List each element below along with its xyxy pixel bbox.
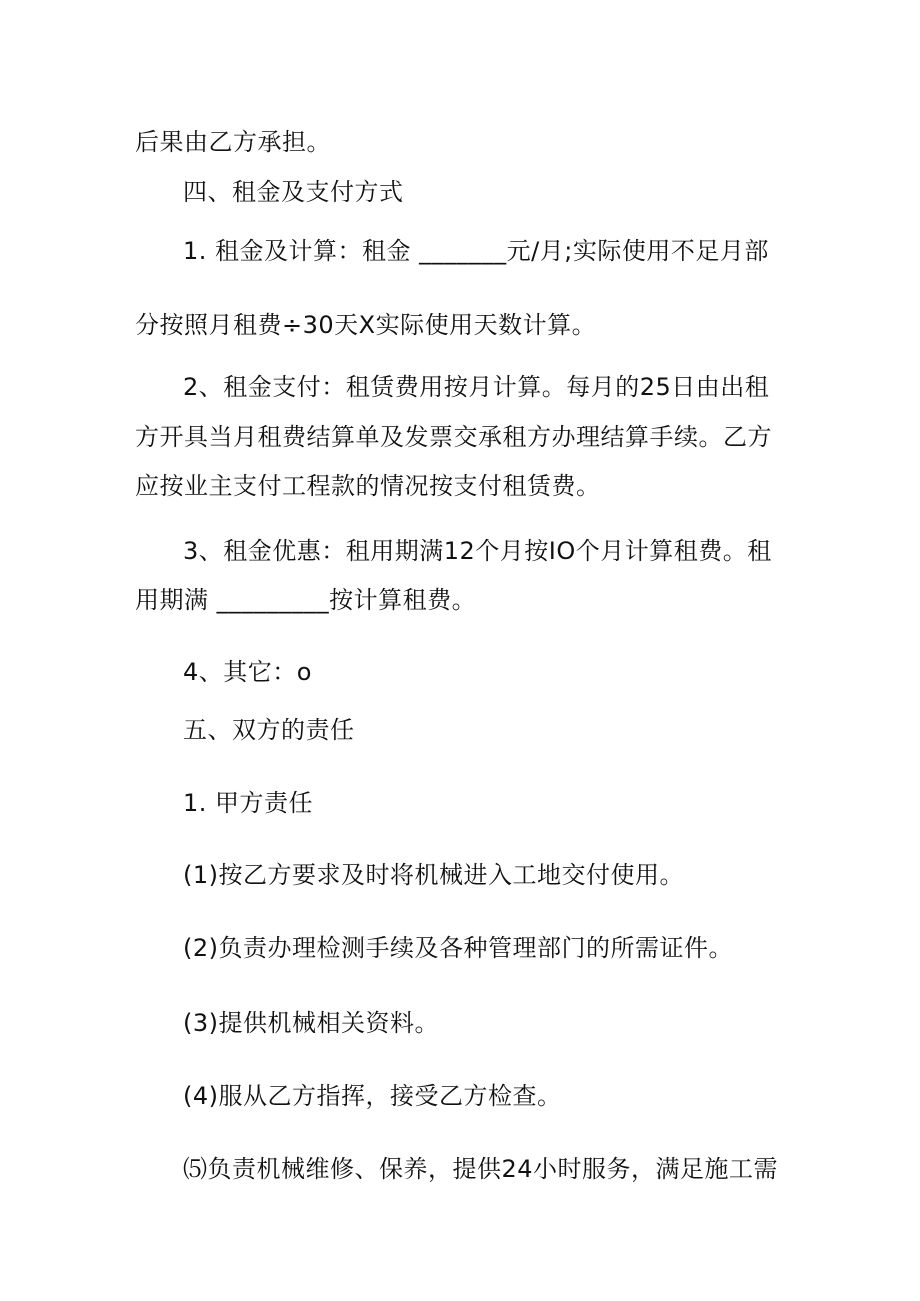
list-item: (2)负责办理检测手续及各种管理部门的所需证件。 <box>183 934 733 962</box>
list-item: (3)提供机械相关资料。 <box>183 1009 439 1037</box>
subsection-heading: 1. 甲方责任 <box>183 789 314 817</box>
text-line: 分按照月租费÷30天X实际使用天数计算。 <box>135 311 597 339</box>
text-line: 应按业主支付工程款的情况按支付租赁费。 <box>135 472 601 500</box>
text-line: 4、其它：o <box>183 658 312 686</box>
section-heading: 四、租金及支付方式 <box>183 178 404 206</box>
text-line: 方开具当月租费结算单及发票交承租方办理结算手续。乙方 <box>135 423 772 451</box>
list-item: (4)服从乙方指挥，接受乙方检查。 <box>183 1082 562 1110</box>
text-line: 1. 租金及计算：租金 _______元/月;实际使用不足月部 <box>183 237 769 265</box>
section-heading: 五、双方的责任 <box>183 716 355 744</box>
list-item: (1)按乙方要求及时将机械进入工地交付使用。 <box>183 861 684 889</box>
list-item: ⑸负责机械维修、保养，提供24小时服务，满足施工需 <box>183 1155 779 1183</box>
text-line: 2、租金支付：租赁费用按月计算。每月的25日由出租 <box>183 373 770 401</box>
text-line: 用期满 _________按计算租费。 <box>135 586 477 614</box>
text-line: 后果由乙方承担。 <box>135 128 331 156</box>
text-line: 3、租金优惠：租用期满12个月按IO个月计算租费。租 <box>183 537 772 565</box>
